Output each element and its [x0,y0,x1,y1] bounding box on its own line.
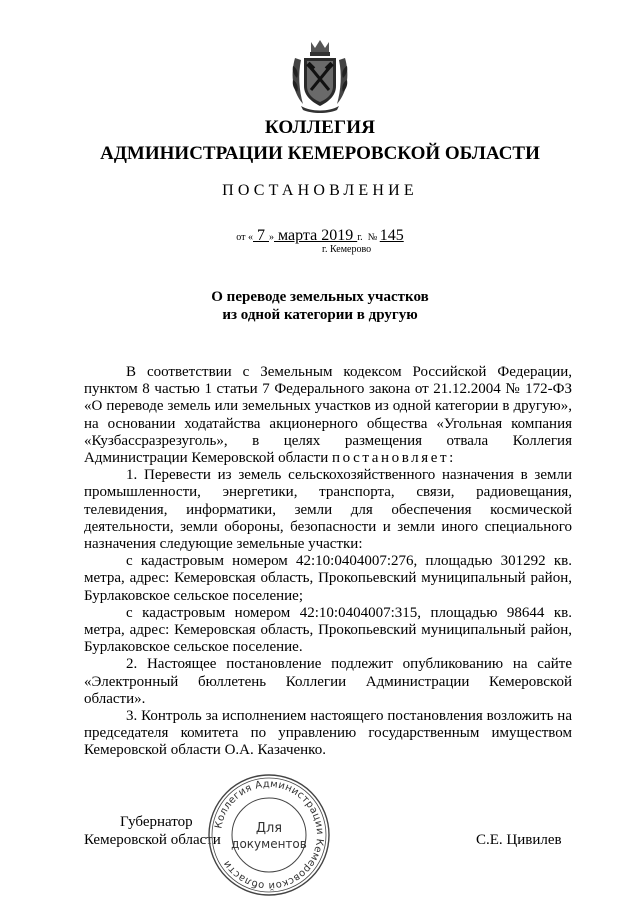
parcel-2: с кадастровым номером 42:10:0404007:315, площадью 98644 кв. метра, адрес: Кемеровская область, Прокопьевский муниципальный район, Бурлаковское сельское поселение. [84,604,572,656]
coat-of-arms-icon [289,38,351,114]
date-mid: » [269,232,274,243]
date-number-line [0,227,640,245]
signatory-position-line1: Губернатор [120,814,193,830]
date-prefix: от « [236,232,253,243]
stamp-ring-text: Коллегия Администрации Кемеровской области [213,778,326,892]
item-1: 1. Перевести из земель сельскохозяйственного назначения в земли промышленности, энергетики, транспорта, связи, радиовещания, телевидения, информатики, земли для обеспечения космической деятельности, земли обороны, безопасности и земли иного специального назначения следующие земельные участки: [84,467,572,553]
document-title-line1: О переводе земельных участков [211,289,429,305]
date-suffix: г. [357,232,363,243]
date-month-year: марта 2019 [274,227,358,244]
signatory-position-line2: Кемеровской области [84,832,221,848]
decree-word: постановляет: [332,450,456,467]
stamp-center-line2: документов [231,837,307,851]
number-label: № [367,232,378,243]
document-number: 145 [379,227,404,244]
city: г. Кемерово [322,244,372,255]
date-day: 7 [253,227,269,244]
intro-paragraph [84,364,572,467]
parcel-1: с кадастровым номером 42:10:0404007:276, площадью 301292 кв. метра, адрес: Кемеровская область, Прокопьевский муниципальный район, Бурлаковское сельское поселение; [84,553,572,604]
item-3: 3. Контроль за исполнением настоящего постановления возложить на председателя комитета по управлению государственным имуществом Кемеровской области О.А. Казаченко. [84,708,572,759]
intro-text: В соответствии с Земельным кодексом Российской Федерации, пунктом 8 частью 1 статьи 7 Федерального закона от 21.12.2004 № 172-ФЗ «О переводе земель или земельных участков из одной категории в другую», на основании ходатайства акционерного общества «Угольная компания «Кузбассразрезуголь», в целях размещения отвала Коллегия Администрации Кемеровской области [84,364,572,467]
official-stamp [206,772,332,898]
signatory-name: С.Е. Цивилев [476,832,562,848]
org-name-line2: АДМИНИСТРАЦИИ КЕМЕРОВСКОЙ ОБЛАСТИ [100,143,540,164]
item-2: 2. Настоящее постановление подлежит опубликованию на сайте «Электронный бюллетень Коллегии Администрации Кемеровской области». [84,656,572,707]
org-name-line1: КОЛЛЕГИЯ [264,117,376,138]
document-body [84,364,572,760]
document-title-line2: из одной категории в другую [222,307,418,323]
stamp-center-line1: Для [255,821,283,836]
document-type: ПОСТАНОВЛЕНИЕ [222,182,418,199]
